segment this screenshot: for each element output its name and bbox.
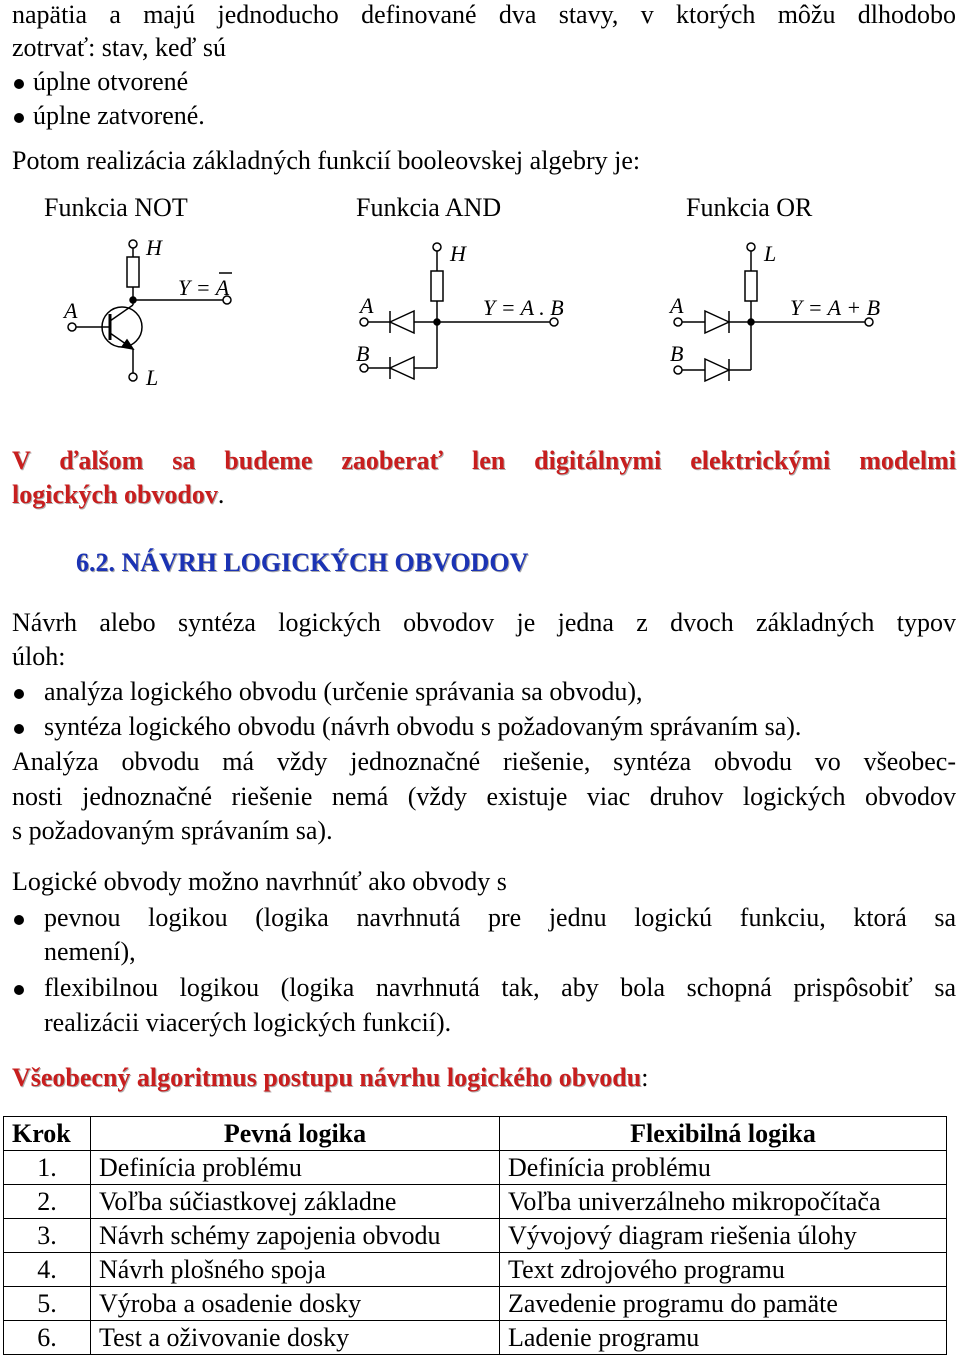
logic-circuits-diagram — [0, 225, 960, 395]
or-input-b-label: B — [670, 341, 684, 366]
algorithm-heading: Všeobecný algoritmus postupu návrhu logického obvodu: — [12, 1063, 649, 1092]
para3-line-1: Logické obvody možno navrhnúť ako obvody s — [12, 867, 507, 896]
intro-line-2: zotrvať: stav, keď sú — [12, 33, 226, 62]
not-input-label: A — [64, 298, 78, 323]
step-number: 2. — [4, 1185, 91, 1219]
step-number: 3. — [4, 1219, 91, 1253]
fixed-logic-cell: Test a oživovanie dosky — [91, 1321, 500, 1355]
para1-bullet-2: syntéza logického obvodu (návrh obvodu s požadovaným správaním sa). — [44, 712, 802, 741]
para3-bullet-2-line-1: flexibilnou logikou (logika navrhnutá tak, aby bola schopná prispôsobiť sa — [44, 973, 956, 1002]
bullet-icon — [14, 689, 24, 699]
intro-line-3: Potom realizácia základných funkcií booleovskej algebry je: — [12, 146, 641, 175]
header-flexible-logic: Flexibilná logika — [500, 1117, 947, 1151]
and-output-label: Y = A . B — [483, 295, 564, 320]
intro-bullet-1: úplne otvorené — [33, 67, 189, 96]
table-header-row — [4, 1117, 947, 1151]
bullet-icon — [14, 79, 24, 89]
step-number: 5. — [4, 1287, 91, 1321]
header-fixed-logic: Pevná logika — [91, 1117, 500, 1151]
fixed-logic-cell: Definícia problému — [91, 1151, 500, 1185]
not-output-label: Y = A — [178, 275, 230, 300]
bullet-icon — [14, 113, 24, 123]
table-row — [4, 1219, 947, 1253]
and-input-a-label: A — [360, 293, 374, 318]
para3-bullet-2-line-2: realizácii viacerých logických funkcií). — [44, 1008, 452, 1037]
para2-line-3: s požadovaným správaním sa). — [12, 816, 333, 845]
flexible-logic-cell: Ladenie programu — [500, 1321, 947, 1355]
or-supply-label: L — [764, 241, 777, 266]
para1-line-2: úloh: — [12, 642, 66, 671]
para2-line-1: Analýza obvodu má vždy jednoznačné riešenie, syntéza obvodu vo všeobec- — [12, 747, 956, 776]
table-row — [4, 1321, 947, 1355]
step-number: 1. — [4, 1151, 91, 1185]
step-number: 4. — [4, 1253, 91, 1287]
and-supply-label: H — [450, 241, 466, 266]
header-step: Krok — [4, 1117, 91, 1151]
or-input-a-label: A — [670, 293, 684, 318]
flexible-logic-cell: Text zdrojového programu — [500, 1253, 947, 1287]
step-number: 6. — [4, 1321, 91, 1355]
para1-line-1: Návrh alebo syntéza logických obvodov je jedna z dvoch základných typov — [12, 608, 956, 637]
highlight-line-2: logických obvodov. — [12, 480, 225, 509]
flexible-logic-cell: Vývojový diagram riešenia úlohy — [500, 1219, 947, 1253]
not-ground-label: L — [146, 365, 159, 390]
and-input-b-label: B — [356, 341, 370, 366]
flexible-logic-cell: Definícia problému — [500, 1151, 947, 1185]
intro-bullet-2: úplne zatvorené. — [33, 101, 205, 130]
steps-table — [3, 1116, 947, 1355]
not-supply-label: H — [146, 235, 162, 260]
intro-line-1: napätia a majú jednoducho definované dva stavy, v ktorých môžu dlhodobo — [12, 0, 956, 29]
table-row — [4, 1151, 947, 1185]
bullet-icon — [14, 724, 24, 734]
fixed-logic-cell: Výroba a osadenie dosky — [91, 1287, 500, 1321]
para3-bullet-1-line-2: nemení), — [44, 937, 136, 966]
section-heading: 6.2. NÁVRH LOGICKÝCH OBVODOV — [76, 548, 529, 577]
table-row — [4, 1287, 947, 1321]
and-circuit-title: Funkcia AND — [356, 193, 502, 222]
table-row — [4, 1185, 947, 1219]
highlight-line-1: V ďalšom sa budeme zaoberať len digitálnymi elektrickými modelmi — [12, 446, 956, 475]
not-circuit-title: Funkcia NOT — [44, 193, 188, 222]
or-circuit-title: Funkcia OR — [686, 193, 813, 222]
table-row — [4, 1253, 947, 1287]
not-circuit — [68, 240, 232, 381]
fixed-logic-cell: Návrh schémy zapojenia obvodu — [91, 1219, 500, 1253]
or-output-label: Y = A + B — [790, 295, 881, 320]
bullet-icon — [14, 985, 24, 995]
bullet-icon — [14, 915, 24, 925]
flexible-logic-cell: Voľba univerzálneho mikropočítača — [500, 1185, 947, 1219]
fixed-logic-cell: Voľba súčiastkovej základne — [91, 1185, 500, 1219]
para1-bullet-1: analýza logického obvodu (určenie správania sa obvodu), — [44, 677, 643, 706]
flexible-logic-cell: Zavedenie programu do pamäte — [500, 1287, 947, 1321]
para2-line-2: nosti jednoznačné riešenie nemá (vždy existuje viac druhov logických obvodov — [12, 782, 956, 811]
para3-bullet-1-line-1: pevnou logikou (logika navrhnutá pre jednu logickú funkciu, ktorá sa — [44, 903, 956, 932]
fixed-logic-cell: Návrh plošného spoja — [91, 1253, 500, 1287]
